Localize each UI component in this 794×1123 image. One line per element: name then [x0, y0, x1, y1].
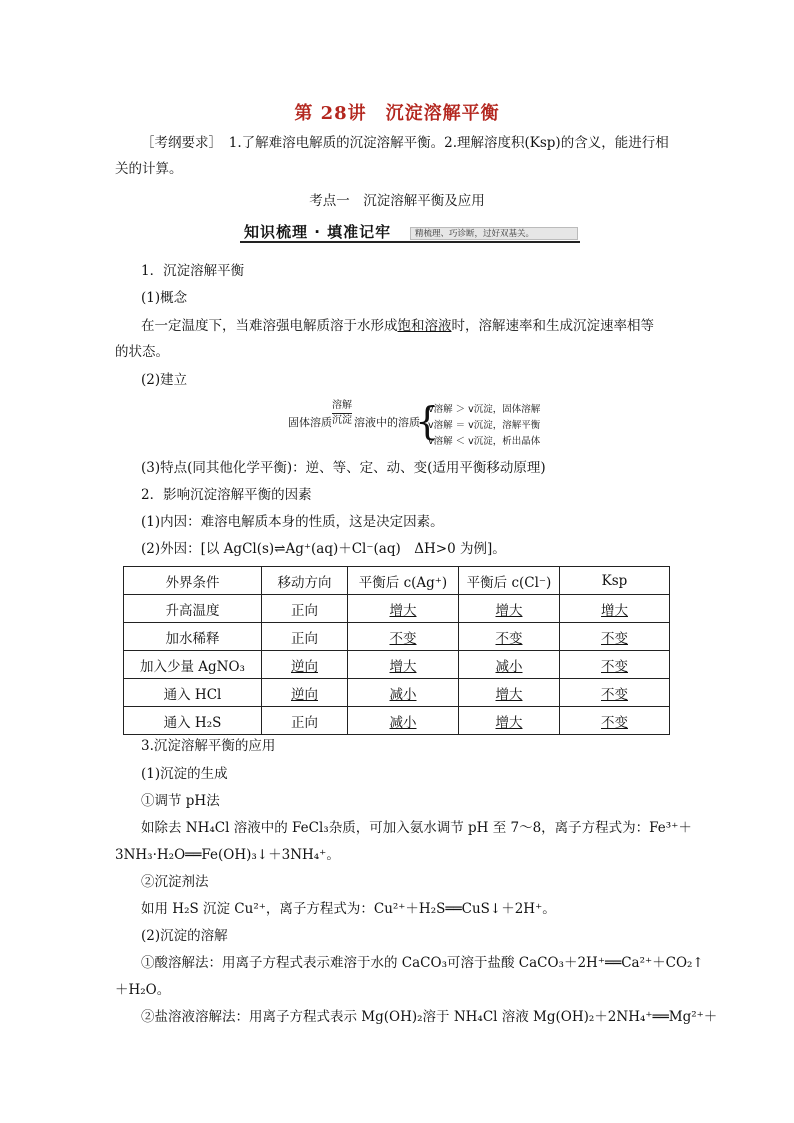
table-cell: 增大 [348, 595, 459, 623]
table-row [124, 651, 670, 679]
table-cell: 加入少量 AgNO₃ [124, 651, 262, 679]
concept-text-b: 时，溶解速率和生成沉淀速率相等 [451, 318, 654, 334]
table-cell: 不变 [348, 623, 459, 651]
diagram-solid: 固体溶质 [288, 416, 332, 429]
concept-text [141, 316, 654, 336]
method-ph: ①调节 pH法 [141, 793, 220, 809]
diagram-equilibrium-arrow [332, 413, 352, 414]
table-header: 平衡后 c(Cl⁻) [459, 567, 560, 595]
concept-text-a: 在一定温度下，当难溶强电解质溶于水形成 [141, 318, 398, 334]
diagram-brace: { [415, 399, 440, 443]
diagram-solute: 溶液中的溶质 [354, 416, 420, 429]
diagram-option-2: v溶解 ＝ v沉淀，溶解平衡 [428, 420, 541, 431]
table-header: 移动方向 [262, 567, 348, 595]
knowledge-banner [240, 219, 580, 243]
diagram-arrow-top: 溶解 [332, 400, 352, 411]
table-cell: 不变 [459, 623, 560, 651]
acid-method-line-1: ①酸溶解法：用离子方程式表示难溶于水的 CaCO₃可溶于盐酸 CaCO₃＋2H⁺══Ca²⁺＋CO₂↑ [141, 955, 704, 971]
requirements-line-2: 关的计算。 [115, 161, 183, 177]
method-precipitant: ②沉淀剂法 [141, 874, 209, 890]
table-cell: 增大 [459, 595, 560, 623]
table-row [124, 623, 670, 651]
table-cell: 不变 [560, 623, 670, 651]
features-text: (3)特点(同其他化学平衡)：逆、等、定、动、变(适用平衡移动原理) [141, 460, 546, 476]
table-cell: 减小 [348, 707, 459, 735]
page-title: 第 28讲 沉淀溶解平衡 [294, 103, 500, 124]
table-cell: 增大 [560, 595, 670, 623]
acid-method-line-2: ＋H₂O。 [115, 982, 171, 998]
table-cell: 加水稀释 [124, 623, 262, 651]
table-cell: 不变 [560, 707, 670, 735]
precipitant-example: 如用 H₂S 沉淀 Cu²⁺，离子方程式为：Cu²⁺＋H₂S══CuS↓＋2H⁺。 [141, 901, 556, 917]
table-cell: 逆向 [262, 679, 348, 707]
table-cell: 减小 [459, 651, 560, 679]
table-cell: 不变 [560, 651, 670, 679]
banner-tag: 精梳理、巧诊断，过好双基关。 [410, 227, 578, 240]
heading-2: 2．影响沉淀溶解平衡的因素 [141, 487, 312, 503]
table-row [124, 707, 670, 735]
table-cell: 不变 [560, 679, 670, 707]
table-cell: 逆向 [262, 651, 348, 679]
table-header: 外界条件 [124, 567, 262, 595]
heading-3: 3.沉淀溶解平衡的应用 [141, 738, 276, 754]
table-cell: 通入 H₂S [124, 707, 262, 735]
ph-example-line-2: 3NH₃·H₂O══Fe(OH)₃↓＋3NH₄⁺。 [115, 847, 340, 863]
heading-3-1: (1)沉淀的生成 [141, 766, 228, 782]
table-header: 平衡后 c(Ag⁺) [348, 567, 459, 595]
table-cell: 正向 [262, 623, 348, 651]
table-row [124, 595, 670, 623]
diagram-option-3: v溶解 ＜ v沉淀，析出晶体 [428, 436, 541, 447]
table-cell: 增大 [459, 679, 560, 707]
heading-1-2: (2)建立 [141, 372, 188, 388]
table-cell: 减小 [348, 679, 459, 707]
ph-example-line-1: 如除去 NH₄Cl 溶液中的 FeCl₃杂质，可加入氨水调节 pH 至 7～8，离子方程式为：Fe³⁺＋ [141, 820, 692, 836]
heading-1-1: (1)概念 [141, 290, 188, 306]
heading-3-2: (2)沉淀的溶解 [141, 928, 228, 944]
diagram-option-1: v溶解 ＞ v沉淀，固体溶解 [428, 404, 541, 415]
table-cell: 正向 [262, 595, 348, 623]
external-factor-text: (2)外因：[以 AgCl(s)⇌Ag⁺(aq)＋Cl⁻(aq) ΔH>0 为例]。 [141, 541, 506, 557]
table-cell: 正向 [262, 707, 348, 735]
internal-factor-text: (1)内因：难溶电解质本身的性质，这是决定因素。 [141, 514, 444, 530]
concept-answer: 饱和溶液 [397, 318, 452, 334]
banner-title: 知识梳理 · 填准记牢 [244, 223, 392, 241]
factors-table [123, 566, 670, 735]
table-cell: 增大 [459, 707, 560, 735]
section-heading: 考点一 沉淀溶解平衡及应用 [309, 193, 485, 209]
table-cell: 增大 [348, 651, 459, 679]
requirements-line-1: ［考纲要求］ 1.了解难溶电解质的沉淀溶解平衡。2.理解溶度积(Ksp)的含义，能进行相 [141, 135, 669, 151]
banner-rule [240, 241, 580, 243]
table-cell: 通入 HCl [124, 679, 262, 707]
table-cell: 升高温度 [124, 595, 262, 623]
heading-1: 1．沉淀溶解平衡 [141, 263, 245, 279]
concept-text-c: 的状态。 [115, 344, 169, 360]
dissolution-diagram [288, 399, 548, 449]
salt-method-line-1: ②盐溶液溶解法：用离子方程式表示 Mg(OH)₂溶于 NH₄Cl 溶液 Mg(OH)₂＋2NH₄⁺══Mg²⁺＋ [141, 1009, 718, 1025]
table-header-row [124, 567, 670, 595]
diagram-arrow-bottom: 沉淀 [332, 415, 352, 426]
table-header: Ksp [560, 567, 670, 595]
table-row [124, 679, 670, 707]
